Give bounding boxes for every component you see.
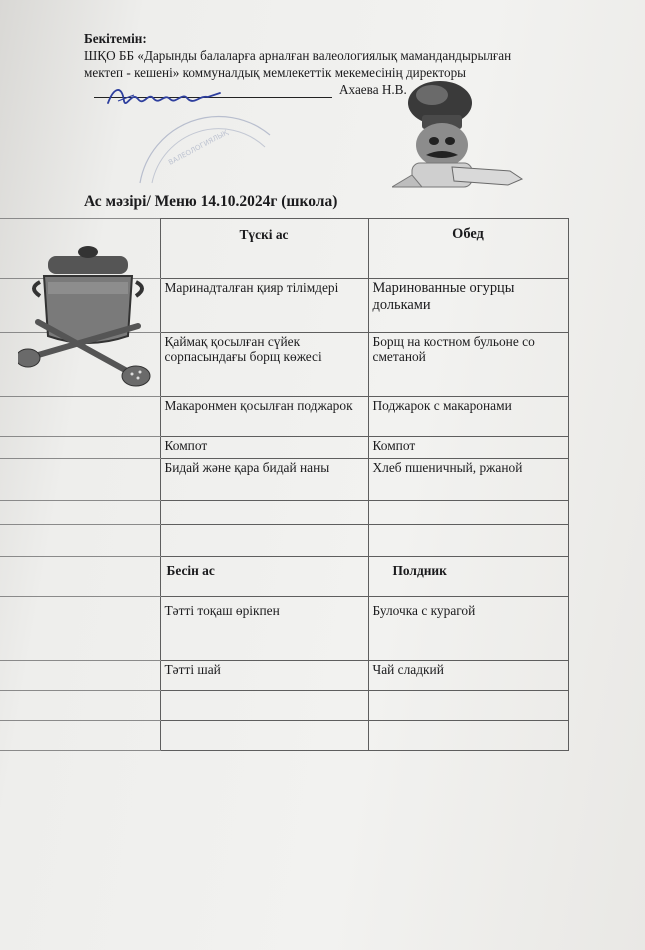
approval-org-line-2: мектеп - кешені» коммуналдық мемлекеттік мекемесінің директоры [84, 65, 467, 80]
lunch-item-ru: Хлеб пшеничный, ржаной [368, 459, 568, 501]
table-row [0, 501, 568, 525]
lunch-item-ru: Борщ на костном бульоне со сметаной [368, 333, 568, 397]
approval-org-line-1: ШҚО ББ «Дарынды балаларға арналған валеологиялық мамандандырылған [84, 48, 512, 63]
snack-header-row [0, 557, 568, 597]
lunch-item-kz: Бидай және қара бидай наны [160, 459, 368, 501]
table-row [0, 525, 568, 557]
table-row [0, 597, 568, 661]
table-row [0, 397, 568, 437]
lunch-item-ru: Поджарок с макаронами [368, 397, 568, 437]
director-name: Ахаева Н.В. [339, 82, 407, 97]
lunch-item-kz: Компот [160, 437, 368, 459]
table-row [0, 661, 568, 691]
table-row [0, 437, 568, 459]
snack-item-kz: Тәтті тоқаш өрікпен [160, 597, 368, 661]
approval-title: Бекітемін: [84, 31, 147, 46]
chef-illustration-icon [392, 75, 532, 190]
signature-image [104, 81, 224, 115]
cooking-pot-icon [18, 238, 158, 388]
svg-text:ВАЛЕОЛОГИЯЛЫҚ: ВАЛЕОЛОГИЯЛЫҚ [167, 128, 230, 167]
snack-item-ru: Булочка с курагой [368, 597, 568, 661]
lunch-item-kz: Маринадталған қияр тілімдері [160, 279, 368, 333]
lunch-item-kz: Қаймақ қосылған сүйек сорпасындағы борщ көжесі [160, 333, 368, 397]
snack-header-kz: Бесін ас [160, 557, 368, 597]
table-row [0, 721, 568, 751]
snack-item-ru: Чай сладкий [368, 661, 568, 691]
snack-item-kz: Тәтті шай [160, 661, 368, 691]
menu-title: Ас мәзірі/ Меню 14.10.2024г (школа) [84, 193, 338, 210]
table-row [0, 691, 568, 721]
lunch-header-ru: Обед [368, 219, 568, 279]
lunch-item-kz: Макаронмен қосылған поджарок [160, 397, 368, 437]
snack-header-ru: Полдник [368, 557, 568, 597]
lunch-item-ru: Компот [368, 437, 568, 459]
table-row [0, 459, 568, 501]
lunch-header-kz: Түскі ас [160, 219, 368, 279]
lunch-item-ru: Маринованные огурцы дольками [368, 279, 568, 333]
